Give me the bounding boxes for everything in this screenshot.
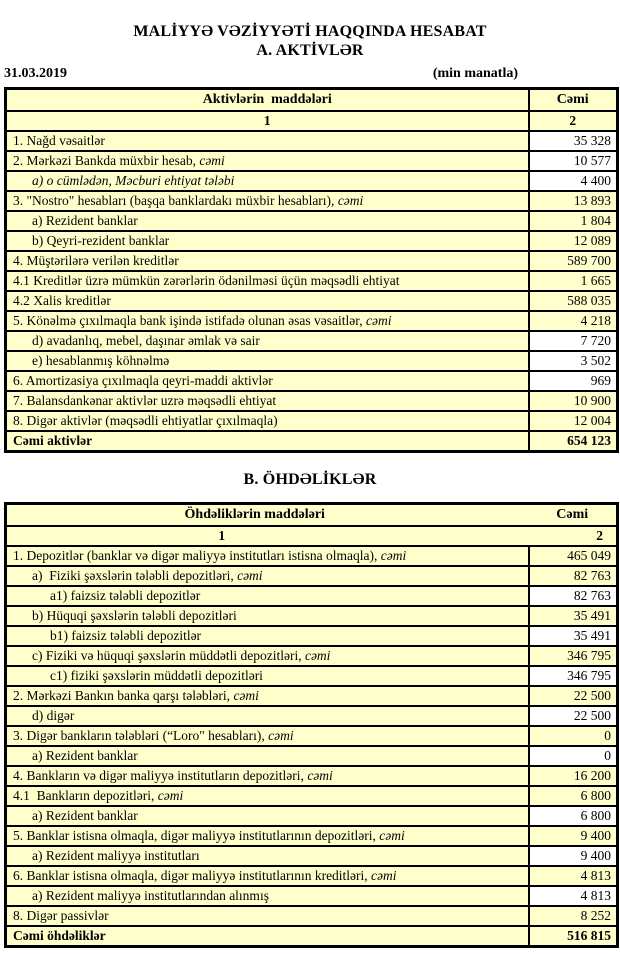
- row-label-text: 4. Bankların və digər maliyyə institutların depozitləri,: [13, 768, 308, 783]
- table-row: [6, 351, 618, 371]
- row-value: 82 763: [529, 586, 618, 606]
- row-value: 10 900: [529, 391, 618, 411]
- assets-col1-header: Aktivlərin maddələri: [6, 89, 529, 112]
- row-label-italic: cəmi: [379, 828, 405, 843]
- row-label: [6, 866, 529, 886]
- row-value: 6 800: [529, 786, 618, 806]
- report-title: MALİYYƏ VƏZİYYƏTİ HAQQINDA HESABAT: [133, 23, 487, 40]
- row-label: [6, 586, 529, 606]
- row-value: 35 491: [529, 626, 618, 646]
- liabilities-col1-number: 1: [6, 526, 529, 546]
- row-label-italic: cəmi: [380, 548, 407, 563]
- row-label-text: 3. Digər bankların tələbləri (“Loro" hesabları),: [13, 728, 269, 743]
- table-row: [6, 211, 618, 231]
- row-label-italic: cəmi: [268, 728, 294, 743]
- row-value: 12 004: [529, 411, 618, 431]
- row-value: 35 491: [529, 606, 618, 626]
- table-row: [6, 866, 618, 886]
- table-row: [6, 291, 618, 311]
- row-value: 35 328: [529, 131, 618, 151]
- row-value: 10 577: [529, 151, 618, 171]
- liabilities-colnum-row: [6, 526, 618, 546]
- row-label-text: 3. "Nostro" hesabları (başqa banklardakı müxbir hesabları),: [13, 193, 338, 208]
- liabilities-table: [4, 502, 619, 948]
- row-label-text: c) Fiziki və hüquqi şəxslərin müddətli depozitləri,: [32, 648, 305, 663]
- row-label: [6, 726, 529, 746]
- liabilities-col2-header: Cəmi: [529, 504, 618, 527]
- row-label: [6, 191, 529, 211]
- table-row: [6, 131, 618, 151]
- row-label: [6, 706, 529, 726]
- row-label-text: 8. Digər aktivlər (məqsədli ehtiyatlar çıxılmaqla): [13, 413, 278, 428]
- table-row: [6, 606, 618, 626]
- row-label-italic: cəmi: [371, 868, 397, 883]
- table-row: [6, 586, 618, 606]
- row-value: 22 500: [529, 686, 618, 706]
- row-label: [6, 606, 529, 626]
- row-label-text: a) Rezident banklar: [32, 213, 138, 228]
- row-value: 654 123: [529, 431, 618, 452]
- row-label-text: 6. Amortizasiya çıxılmaqla qeyri-maddi aktivlər: [13, 373, 273, 388]
- row-label: [6, 666, 529, 686]
- table-row: [6, 331, 618, 351]
- row-label: [6, 211, 529, 231]
- row-label: [6, 291, 529, 311]
- row-label-italic: cəmi: [233, 688, 259, 703]
- row-label: [6, 826, 529, 846]
- row-value: 589 700: [529, 251, 618, 271]
- row-label-text: d) digər: [32, 708, 75, 723]
- row-label: [6, 846, 529, 866]
- row-value: 588 035: [529, 291, 618, 311]
- table-row: [6, 826, 618, 846]
- row-label: [6, 766, 529, 786]
- row-label-text: 6. Banklar istisna olmaqla, digər maliyyə institutlarının kreditləri,: [13, 868, 372, 883]
- table-row: [6, 371, 618, 391]
- row-value: 4 813: [529, 866, 618, 886]
- assets-col2-header: Cəmi: [529, 89, 618, 112]
- table-row: [6, 706, 618, 726]
- table-row: [6, 906, 618, 926]
- row-label-text: 4. Müştərilərə verilən kreditlər: [13, 253, 179, 268]
- row-label-italic: a) o cümlədən, Məcburi ehtiyat tələbi: [32, 173, 235, 188]
- row-label: [6, 906, 529, 926]
- section-a-title: A. AKTİVLƏR: [256, 42, 364, 59]
- row-label: [6, 151, 529, 171]
- row-label: [6, 371, 529, 391]
- row-label-text: 4.1 Kreditlər üzrə mümkün zərərlərin ödənilməsi üçün məqsədli ehtiyat: [13, 273, 400, 288]
- row-value: 4 813: [529, 886, 618, 906]
- row-value: 346 795: [529, 646, 618, 666]
- row-label: [6, 411, 529, 431]
- row-value: 22 500: [529, 706, 618, 726]
- row-label-text: b1) faizsiz tələbli depozitlər: [50, 628, 202, 643]
- row-value: 969: [529, 371, 618, 391]
- row-label-text: 5. Banklar istisna olmaqla, digər maliyyə institutlarının depozitləri,: [13, 828, 380, 843]
- row-label-text: 5. Könəlmə çıxılmaqla bank işində istifadə olunan əsas vəsaitlər,: [13, 313, 366, 328]
- liabilities-col2-number: 2: [529, 526, 618, 546]
- row-label: [6, 391, 529, 411]
- row-value: 4 400: [529, 171, 618, 191]
- table-row: [6, 271, 618, 291]
- row-label-text: 2. Mərkəzi Bankda müxbir hesab,: [13, 153, 200, 168]
- row-value: 12 089: [529, 231, 618, 251]
- row-label: [6, 786, 529, 806]
- table-row: [6, 251, 618, 271]
- row-label: [6, 546, 529, 566]
- table-row: [6, 391, 618, 411]
- table-row: [6, 806, 618, 826]
- row-value: 7 720: [529, 331, 618, 351]
- table-row: [6, 566, 618, 586]
- table-row: [6, 726, 618, 746]
- table-row: [6, 886, 618, 906]
- meta-row: [0, 66, 620, 82]
- row-label-text: 2. Mərkəzi Bankın banka qarşı tələbləri,: [13, 688, 234, 703]
- row-label: [6, 431, 529, 452]
- row-value: 16 200: [529, 766, 618, 786]
- row-label-italic: cəmi: [199, 153, 225, 168]
- assets-table: [4, 87, 619, 453]
- row-label-text: a1) faizsiz tələbli depozitlər: [50, 588, 201, 603]
- row-label-text: a) Fiziki şəxslərin tələbli depozitləri,: [32, 568, 238, 583]
- row-label-text: 4.1 Bankların depozitləri,: [13, 788, 158, 803]
- table-row: [6, 646, 618, 666]
- row-label: [6, 566, 529, 586]
- total-row: [6, 926, 618, 947]
- row-value: 346 795: [529, 666, 618, 686]
- row-value: 1 665: [529, 271, 618, 291]
- row-label: [6, 131, 529, 151]
- row-value: 465 049: [529, 546, 618, 566]
- table-row: [6, 411, 618, 431]
- table-row: [6, 746, 618, 766]
- assets-col2-number: 2: [529, 111, 618, 131]
- row-label-text: d) avadanlıq, mebel, daşınar əmlak və sair: [32, 333, 260, 348]
- row-label-text: 8. Digər passivlər: [13, 908, 109, 923]
- row-label: [6, 171, 529, 191]
- row-value: 13 893: [529, 191, 618, 211]
- row-label-text: 1. Depozitlər (banklar və digər maliyyə institutları istisna olmaqla),: [13, 548, 381, 563]
- row-value: 82 763: [529, 566, 618, 586]
- row-label-italic: cəmi: [307, 768, 333, 783]
- row-label-text: 4.2 Xalis kreditlər: [13, 293, 111, 308]
- row-label: [6, 746, 529, 766]
- table-row: [6, 686, 618, 706]
- row-label-text: a) Rezident maliyyə institutlarından alınmış: [32, 888, 269, 903]
- row-value: 0: [529, 746, 618, 766]
- row-label-text: b) Qeyri-rezident banklar: [32, 233, 170, 248]
- liabilities-header-row: [6, 504, 618, 527]
- row-value: 1 804: [529, 211, 618, 231]
- row-label-italic: cəmi: [337, 193, 364, 208]
- row-label: [6, 886, 529, 906]
- row-label-text: Cəmi öhdəliklər: [13, 928, 106, 943]
- row-label-text: 1. Nağd vəsaitlər: [13, 133, 105, 148]
- row-value: 9 400: [529, 826, 618, 846]
- table-row: [6, 786, 618, 806]
- row-label: [6, 271, 529, 291]
- row-label-text: a) Rezident banklar: [32, 808, 138, 823]
- row-label-italic: cəmi: [304, 648, 331, 663]
- row-value: 8 252: [529, 906, 618, 926]
- row-label-text: a) Rezident maliyyə institutları: [32, 848, 200, 863]
- row-value: 9 400: [529, 846, 618, 866]
- row-label-italic: cəmi: [237, 568, 263, 583]
- table-row: [6, 311, 618, 331]
- row-label-text: b) Hüquqi şəxslərin tələbli depozitləri: [32, 608, 237, 623]
- table-row: [6, 171, 618, 191]
- row-label: [6, 926, 529, 947]
- table-row: [6, 666, 618, 686]
- report-date: 31.03.2019: [4, 66, 67, 81]
- row-label-italic: cəmi: [157, 788, 184, 803]
- table-row: [6, 626, 618, 646]
- table-row: [6, 151, 618, 171]
- row-label: [6, 251, 529, 271]
- row-label-text: c1) fiziki şəxslərin müddətli depozitləri: [50, 668, 263, 683]
- row-value: 3 502: [529, 351, 618, 371]
- table-row: [6, 846, 618, 866]
- row-value: 6 800: [529, 806, 618, 826]
- row-value: 4 218: [529, 311, 618, 331]
- liabilities-col1-header: Öhdəliklərin maddələri: [6, 504, 529, 527]
- assets-header-row: [6, 89, 618, 112]
- row-label-text: 7. Balansdankənar aktivlər uzrə məqsədli ehtiyat: [13, 393, 277, 408]
- row-label: [6, 626, 529, 646]
- row-value: 516 815: [529, 926, 618, 947]
- row-label-text: Cəmi aktivlər: [13, 433, 93, 448]
- row-label: [6, 646, 529, 666]
- row-label: [6, 331, 529, 351]
- row-label: [6, 806, 529, 826]
- total-row: [6, 431, 618, 452]
- row-label: [6, 231, 529, 251]
- row-label: [6, 311, 529, 331]
- table-row: [6, 231, 618, 251]
- row-label-text: e) hesablanmış köhnəlmə: [32, 353, 170, 368]
- row-value: 0: [529, 726, 618, 746]
- assets-colnum-row: [6, 111, 618, 131]
- row-label: [6, 351, 529, 371]
- row-label: [6, 686, 529, 706]
- row-label-italic: cəmi: [365, 313, 392, 328]
- row-label-text: a) Rezident banklar: [32, 748, 138, 763]
- table-row: [6, 766, 618, 786]
- unit-note: (min manatla): [432, 66, 518, 81]
- table-row: [6, 191, 618, 211]
- assets-col1-number: 1: [6, 111, 529, 131]
- table-row: [6, 546, 618, 566]
- section-b-title: B. ÖHDƏLİKLƏR: [243, 471, 377, 488]
